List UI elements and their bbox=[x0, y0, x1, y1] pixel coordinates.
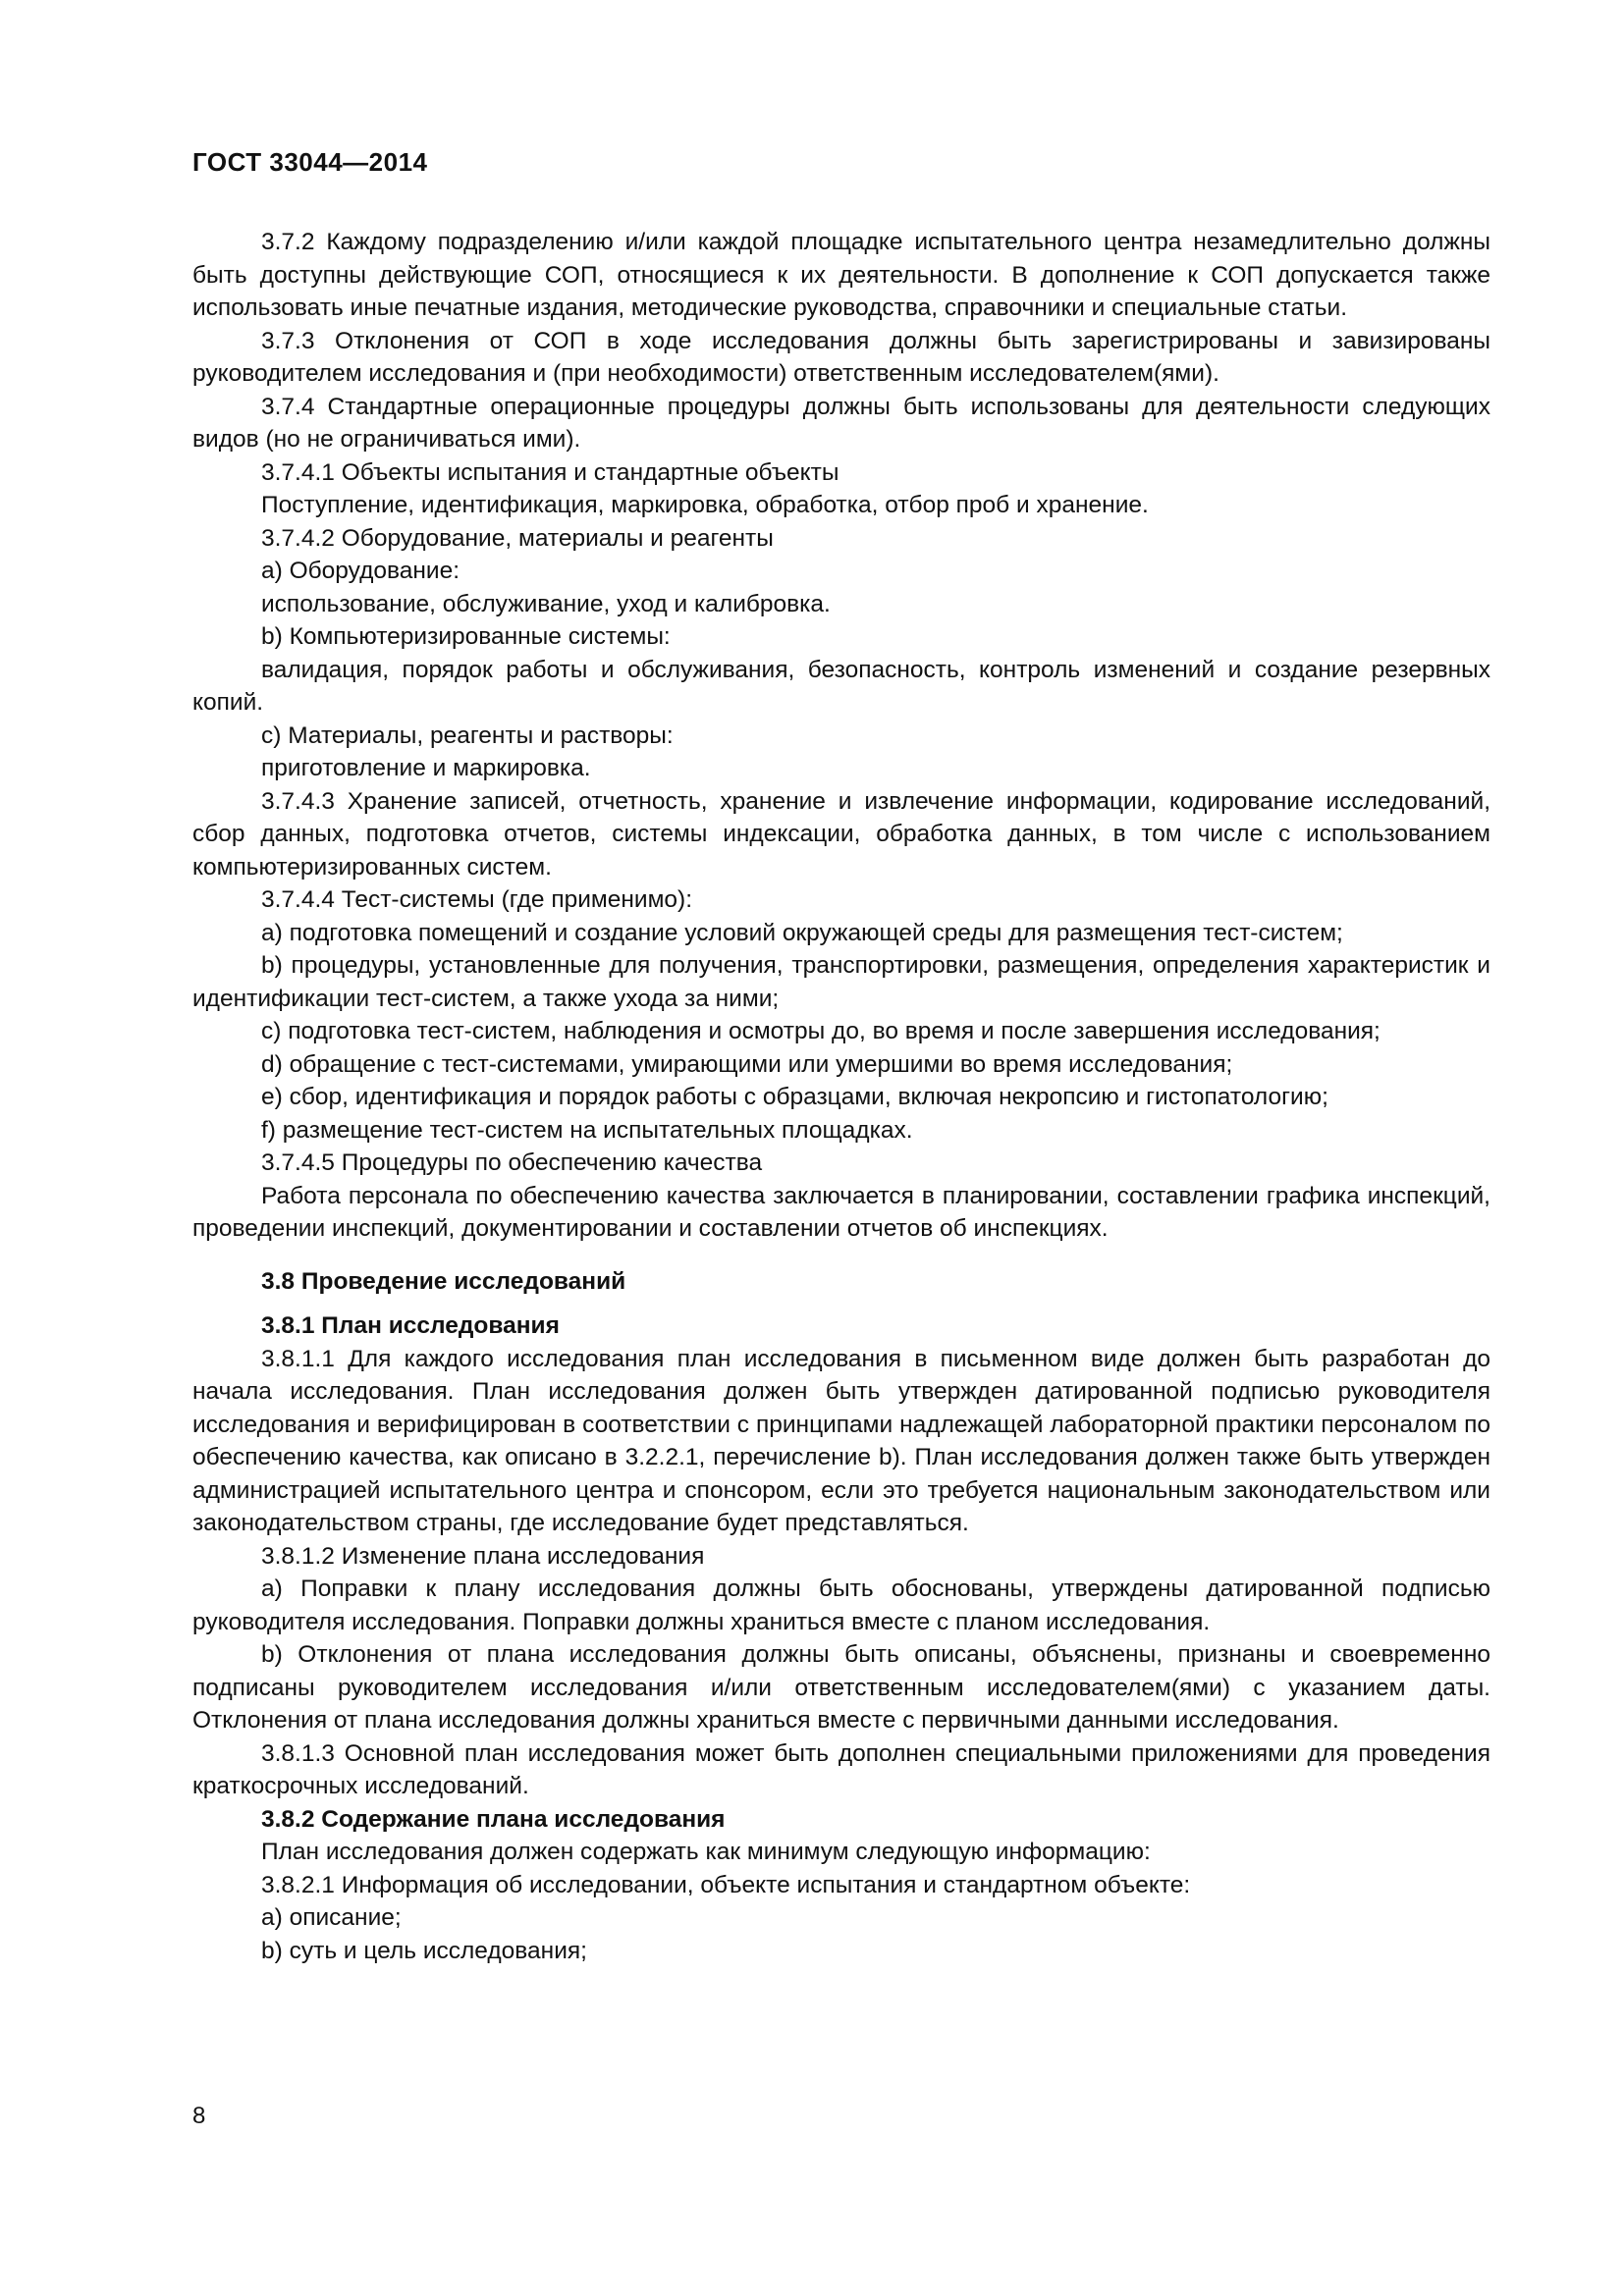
section-heading-3-8: 3.8 Проведение исследований bbox=[261, 1267, 626, 1295]
paragraph-text: Поступление, идентификация, маркировка, обработка, отбор проб и хранение. bbox=[261, 492, 1149, 518]
list-item: a) Поправки к плану исследования должны быть обоснованы, утверждены датированной подписью руководителя исследования. Поправки должны храниться вместе с планом исследования. bbox=[192, 1575, 1490, 1635]
paragraph-3-7-4-2: 3.7.4.2 Оборудование, материалы и реагенты bbox=[261, 524, 774, 552]
subsection-heading-3-8-1: 3.8.1 План исследования bbox=[261, 1312, 560, 1339]
list-item: c) подготовка тест-систем, наблюдения и осмотры до, во время и после завершения исследования; bbox=[261, 1018, 1380, 1044]
list-item: b) суть и цель исследования; bbox=[261, 1937, 587, 1964]
document-header-code: ГОСТ 33044—2014 bbox=[192, 147, 428, 177]
list-item: a) Оборудование: bbox=[261, 558, 460, 584]
paragraph-text: использование, обслуживание, уход и калибровка. bbox=[261, 590, 831, 617]
list-item: e) сбор, идентификация и порядок работы с образцами, включая некропсию и гистопатологию; bbox=[261, 1084, 1328, 1110]
paragraph-3-7-4-3: 3.7.4.3 Хранение записей, отчетность, хранение и извлечение информации, кодирование исследований, сбор данных, подготовка отчетов, системы индексации, обработка данных, в том числе с использованием компьютеризированных систем. bbox=[192, 787, 1490, 881]
paragraph-3-8-1-1: 3.8.1.1 Для каждого исследования план исследования в письменном виде должен быть разработан до начала исследования. План исследования должен быть утвержден датированной подписью руководителя исследования и верифицирован в соответствии с принципами надлежащей лабораторной практики персоналом по обеспечению качества, как описано в 3.2.2.1, перечисление b). План исследования должен также быть утвержден администрацией испытательного центра и спонсором, если это требуется национальным законодательством или законодательством страны, где исследование будет представляться. bbox=[192, 1345, 1490, 1536]
document-body bbox=[192, 226, 1490, 1967]
list-item: b) Отклонения от плана исследования должны быть описаны, объяснены, признаны и своевременно подписаны руководителем исследования и/или ответственным исследователем(ями) с указанием даты. Отклонения от плана исследования должны храниться вместе с первичными данными исследования. bbox=[192, 1641, 1490, 1734]
list-item: a) подготовка помещений и создание условий окружающей среды для размещения тест-систем; bbox=[261, 919, 1343, 946]
paragraph-text: План исследования должен содержать как минимум следующую информацию: bbox=[261, 1839, 1151, 1865]
list-item: b) Компьютеризированные системы: bbox=[261, 623, 671, 650]
paragraph-3-7-4-1: 3.7.4.1 Объекты испытания и стандартные объекты bbox=[261, 458, 839, 486]
paragraph-3-7-4-4: 3.7.4.4 Тест-системы (где применимо): bbox=[261, 886, 693, 913]
list-item: d) обращение с тест-системами, умирающими или умершими во время исследования; bbox=[261, 1050, 1233, 1078]
paragraph-text: Работа персонала по обеспечению качества заключается в планировании, составлении графика инспекций, проведении инспекций, документировании и составлении отчетов об инспекциях. bbox=[192, 1182, 1490, 1242]
paragraph-3-8-2-1: 3.8.2.1 Информация об исследовании, объекте испытания и стандартном объекте: bbox=[261, 1871, 1191, 1898]
page-number: 8 bbox=[192, 2103, 206, 2129]
list-item: c) Материалы, реагенты и растворы: bbox=[261, 721, 674, 749]
list-item: a) описание; bbox=[261, 1904, 402, 1931]
paragraph-3-7-4: 3.7.4 Стандартные операционные процедуры должны быть использованы для деятельности следующих видов (но не ограничиваться ими). bbox=[192, 393, 1490, 453]
paragraph-3-7-3: 3.7.3 Отклонения от СОП в ходе исследования должны быть зарегистрированы и завизированы руководителем исследования и (при необходимости) ответственным исследователем(ями). bbox=[192, 327, 1490, 387]
paragraph-3-7-4-5: 3.7.4.5 Процедуры по обеспечению качества bbox=[261, 1149, 763, 1176]
paragraph-3-8-1-3: 3.8.1.3 Основной план исследования может быть дополнен специальными приложениями для проведения краткосрочных исследований. bbox=[192, 1739, 1490, 1799]
list-item: f) размещение тест-систем на испытательных площадках. bbox=[261, 1116, 913, 1144]
paragraph-text: приготовление и маркировка. bbox=[261, 755, 591, 781]
paragraph-text: валидация, порядок работы и обслуживания, безопасность, контроль изменений и создание резервных копий. bbox=[192, 656, 1490, 716]
paragraph-3-8-1-2: 3.8.1.2 Изменение плана исследования bbox=[261, 1542, 705, 1570]
paragraph-3-7-2: 3.7.2 Каждому подразделению и/или каждой площадке испытательного центра незамедлительно должны быть доступны действующие СОП, относящиеся к их деятельности. В дополнение к СОП допускается также использовать иные печатные издания, методические руководства, справочники и специальные статьи. bbox=[192, 229, 1490, 321]
list-item: b) процедуры, установленные для получения, транспортировки, размещения, определения характеристик и идентификации тест-систем, а также ухода за ними; bbox=[192, 952, 1490, 1012]
subsection-heading-3-8-2: 3.8.2 Содержание плана исследования bbox=[261, 1805, 726, 1833]
